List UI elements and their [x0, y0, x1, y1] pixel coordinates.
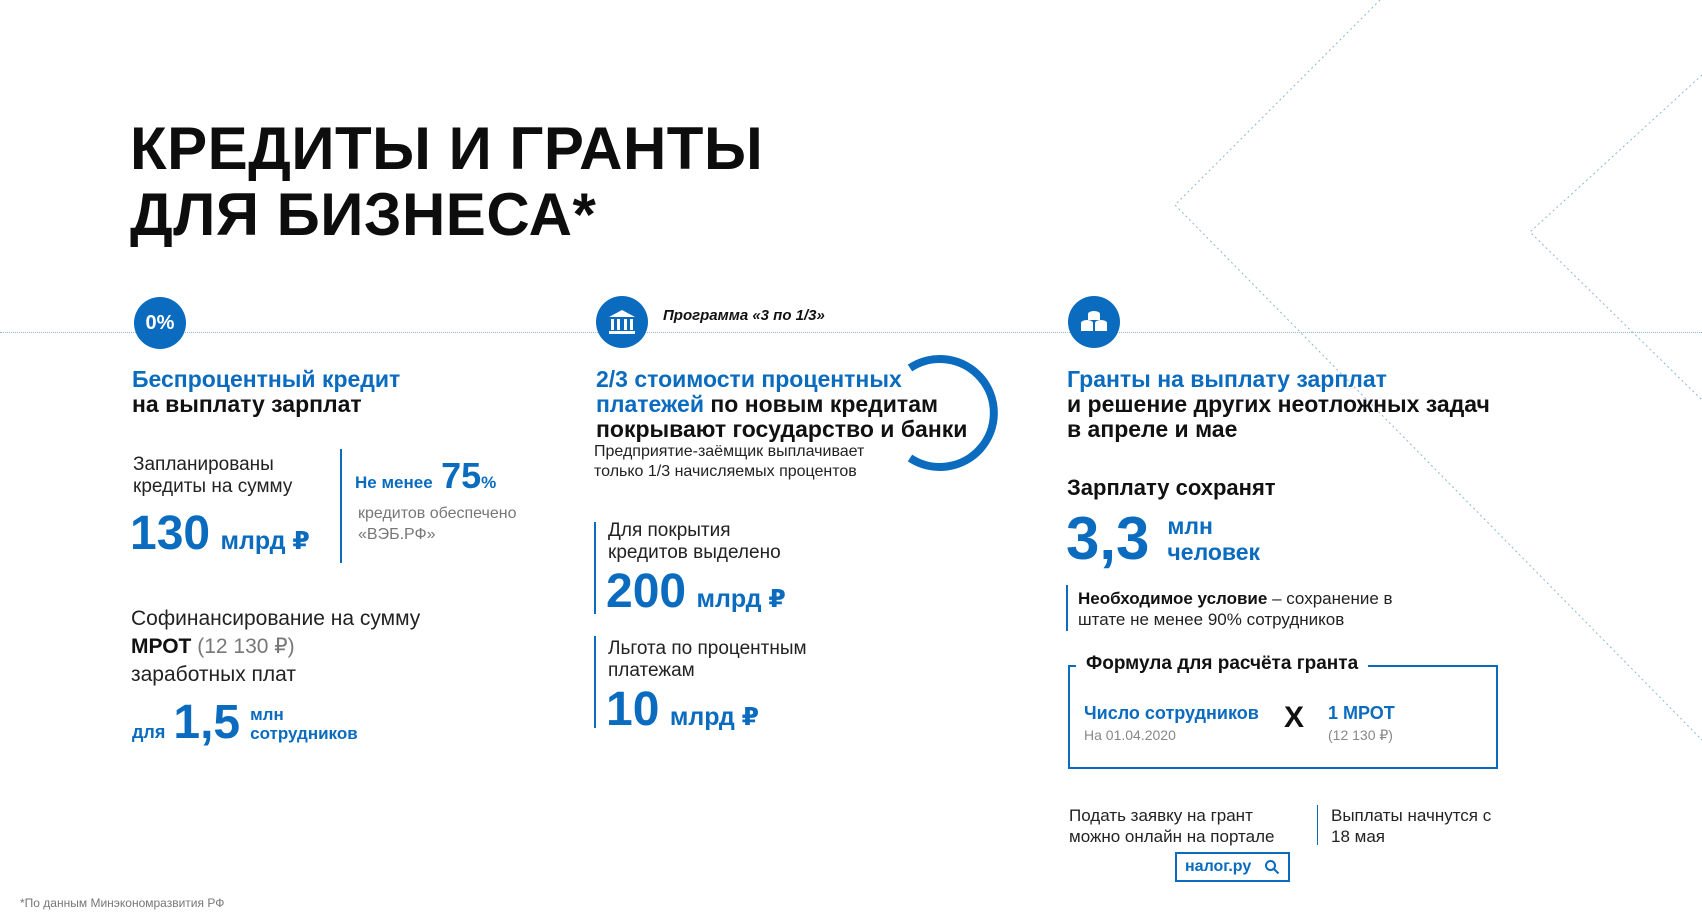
payout-text: Выплаты начнутся с 18 мая: [1331, 806, 1492, 846]
search-icon: [1264, 859, 1280, 875]
relief-amount: 10 млрд ₽: [606, 683, 760, 736]
formula-left: Число сотрудников На 01.04.2020: [1084, 703, 1259, 743]
bank-glyph: [607, 308, 637, 336]
keep-label: Зарплату сохранят: [1067, 475, 1276, 500]
cofin-block: Софинансирование на сумму МРОТ (12 130 ₽) заработных плат: [131, 607, 421, 686]
condition-divider: [1066, 585, 1068, 631]
coins-glyph: [1079, 308, 1109, 336]
horizontal-divider-line: [0, 332, 1702, 333]
nalog-portal-link[interactable]: налог.ру: [1175, 852, 1290, 882]
guarantee-stat: Не менее 75%: [355, 455, 497, 496]
guarantee-caption: кредитов обеспечено «ВЭБ.РФ»: [358, 505, 517, 543]
col1-divider: [340, 449, 342, 563]
col2-divider-top: [594, 522, 596, 614]
footnote: *По данным Минэкономразвития РФ: [20, 896, 225, 910]
keep-stat: 3,3 млн человек: [1066, 505, 1261, 572]
formula-multiply: X: [1284, 701, 1305, 734]
payout-divider: [1317, 805, 1318, 845]
formula-right: 1 МРОТ (12 130 ₽): [1328, 703, 1395, 743]
relief-label: Льгота по процентным платежам: [608, 638, 807, 681]
employees-stat: для 1,5 млн сотрудников: [132, 696, 358, 749]
cover-amount: 200 млрд ₽: [606, 565, 786, 618]
col1-heading: Беспроцентный кредит на выплату зарплат: [132, 366, 401, 417]
planned-label: Запланированы кредиты на сумму: [133, 454, 293, 497]
col2-heading: 2/3 стоимости процентных платежей по новым кредитам покрывают государство и банки: [596, 366, 968, 442]
condition-text: Необходимое условие – сохранение в штате не менее 90% сотрудников: [1078, 589, 1393, 629]
page-title: КРЕДИТЫ И ГРАНТЫ ДЛЯ БИЗНЕСА*: [130, 115, 764, 248]
percent-icon: 0%: [134, 297, 186, 349]
cover-label: Для покрытия кредитов выделено: [608, 520, 781, 563]
col2-subtitle: Предприятие-заёмщик выплачивает только 1/3 начисляемых процентов: [594, 443, 865, 480]
formula-title: Формула для расчёта гранта: [1076, 653, 1368, 675]
program-label: Программа «3 по 1/3»: [663, 307, 825, 324]
grant-formula-box: [1068, 653, 1498, 769]
bank-icon: [596, 296, 648, 348]
coins-icon: [1068, 296, 1120, 348]
planned-amount: 130 млрд ₽: [130, 507, 310, 560]
col2-divider-bottom: [594, 636, 596, 728]
col3-heading: Гранты на выплату зарплат и решение других неотложных задач в апреле и мае: [1067, 366, 1490, 442]
apply-text: Подать заявку на грант можно онлайн на портале: [1069, 806, 1275, 846]
